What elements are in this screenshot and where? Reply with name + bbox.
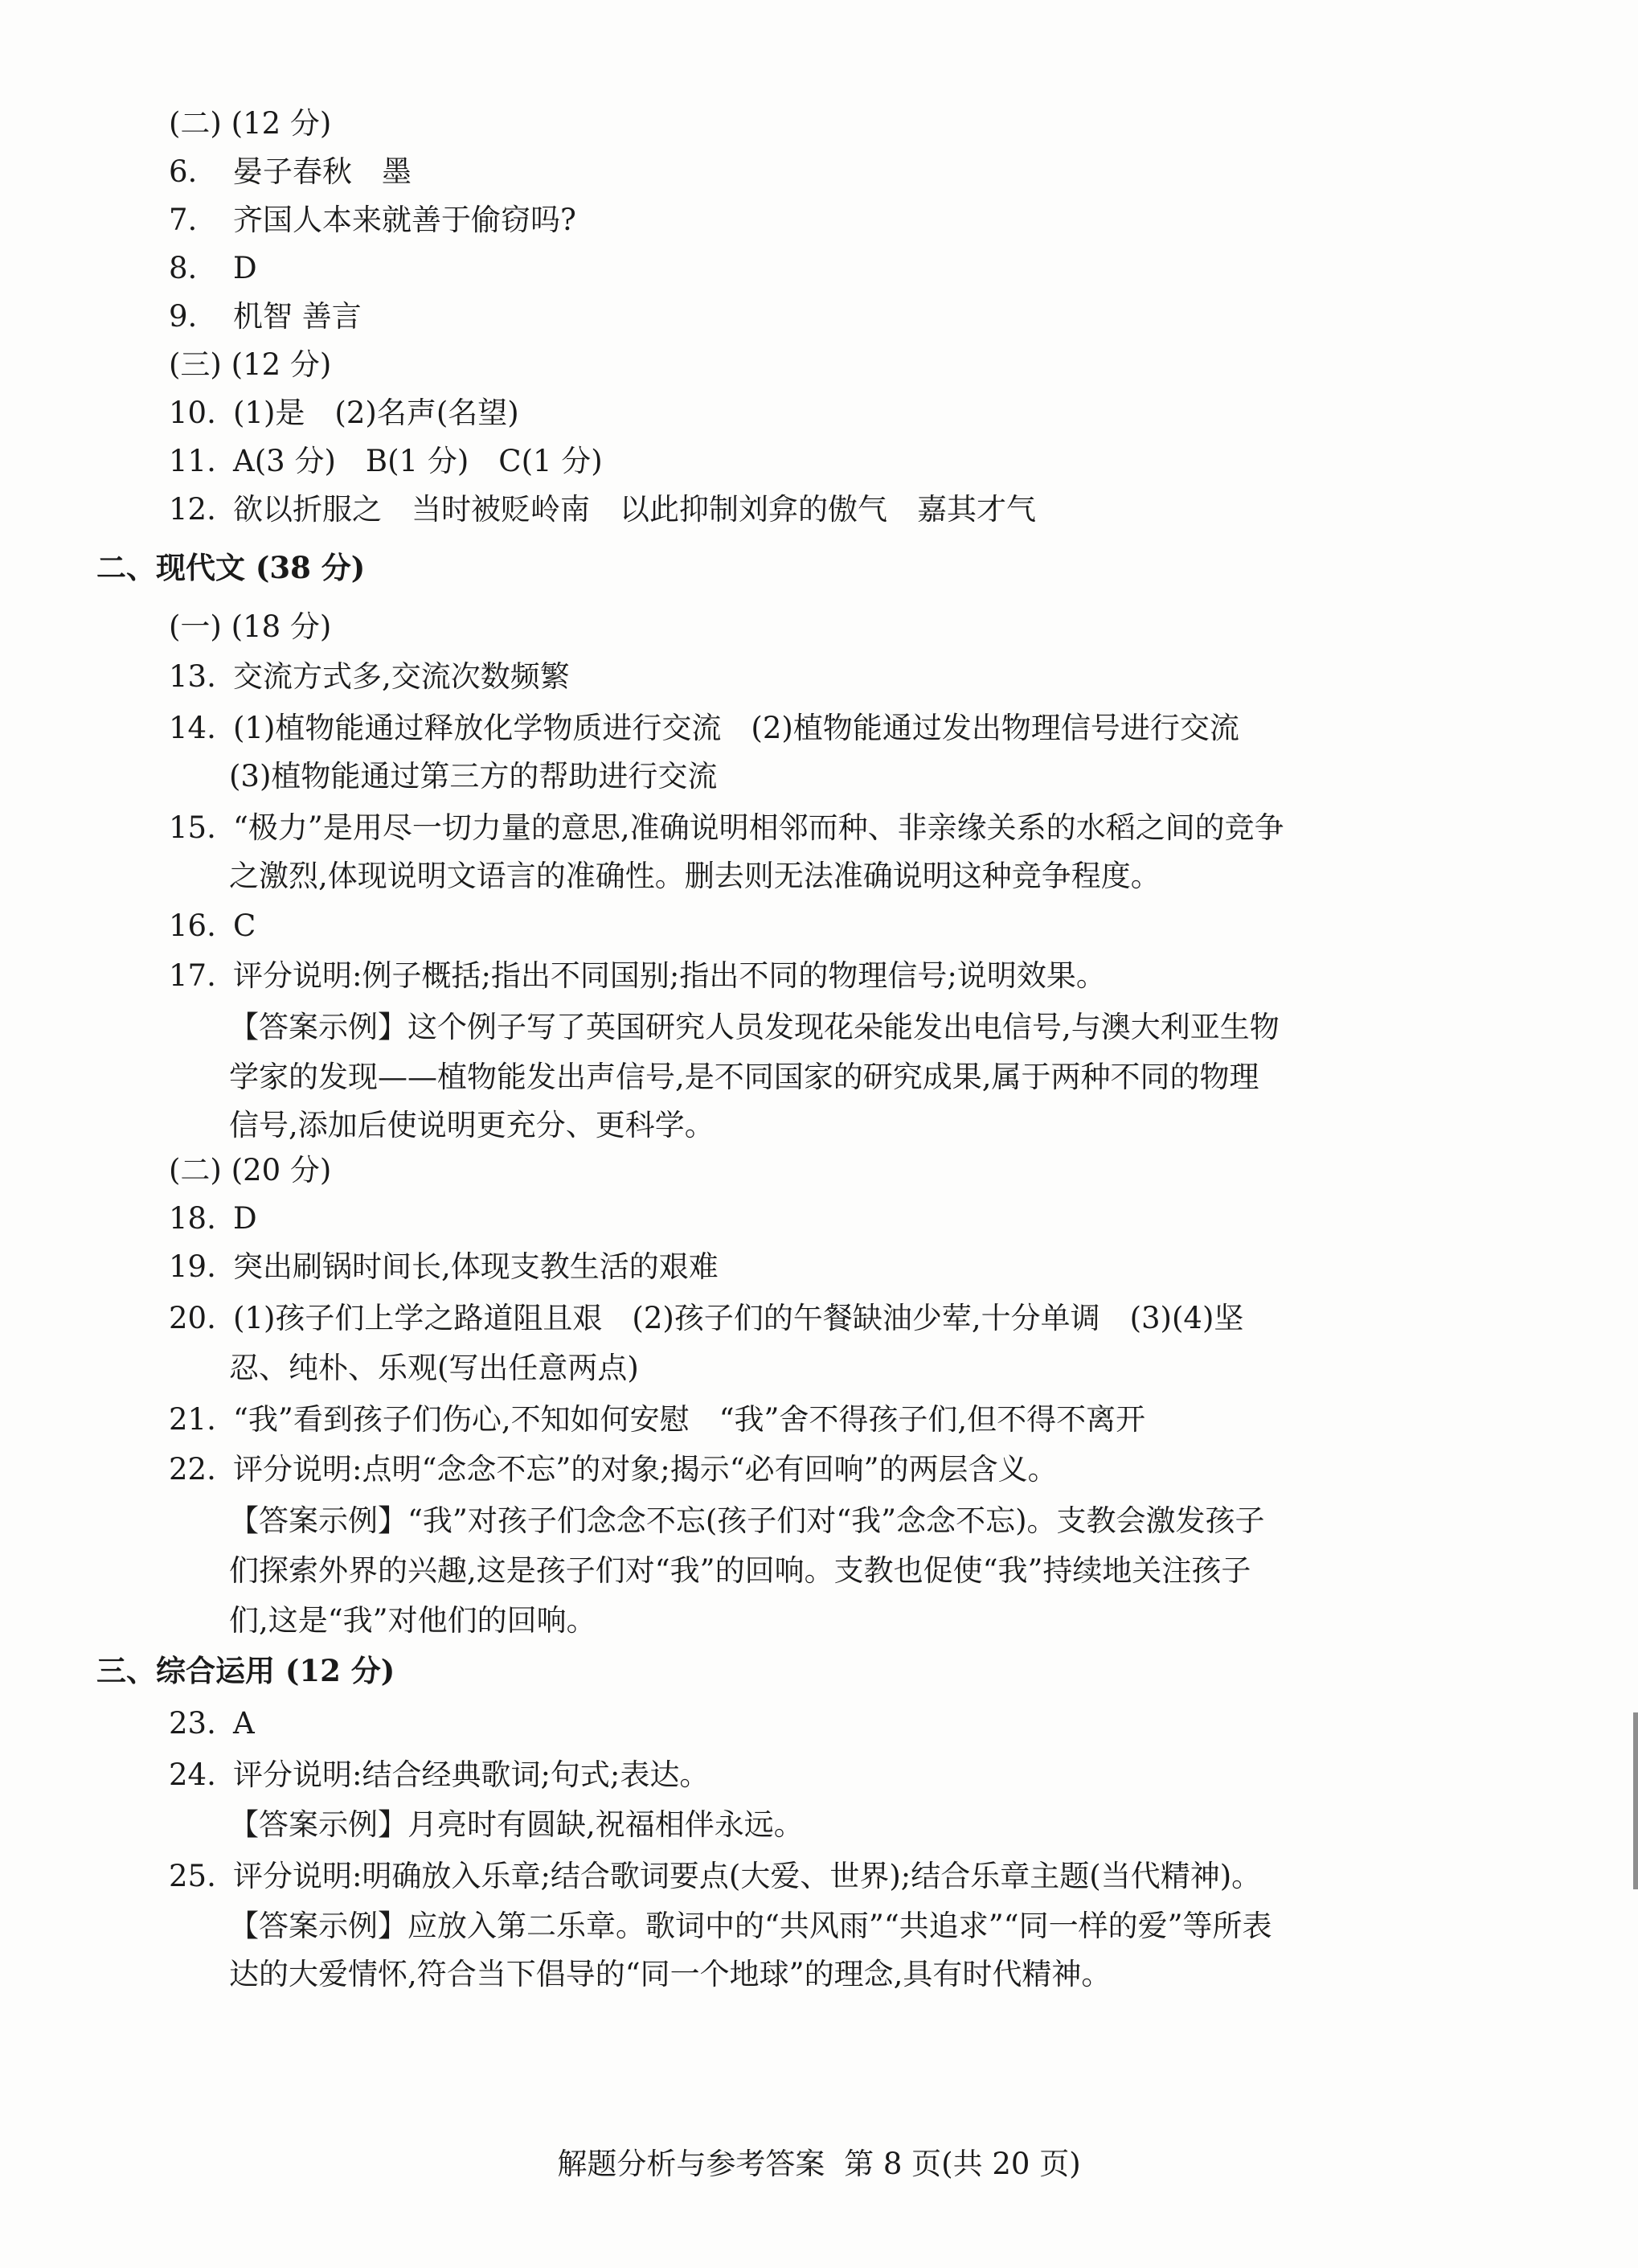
question-number: 25. <box>169 1859 216 1893</box>
question-number: 9. <box>169 299 198 334</box>
answer-line <box>169 1706 255 1741</box>
answer-line <box>169 958 1106 994</box>
question-number: 24. <box>169 1757 216 1792</box>
answer-line <box>169 203 576 238</box>
question-number: 8. <box>169 251 198 285</box>
answer-line <box>169 659 570 695</box>
footer-page-number: 第 8 页(共 20 页) <box>844 2147 1081 2181</box>
subsection-heading: (一) (18 分) <box>169 609 332 644</box>
question-number: 6. <box>169 154 198 189</box>
footer-title: 解题分析与参考答案 <box>557 2147 825 2181</box>
question-number: 16. <box>169 908 216 943</box>
answer-line <box>169 396 519 431</box>
answer-line <box>169 1301 1243 1336</box>
answer-continuation: (3)植物能通过第三方的帮助进行交流 <box>229 759 718 794</box>
answer-continuation: 达的大爱情怀,符合当下倡导的“同一个地球”的理念,具有时代精神。 <box>229 1957 1112 1991</box>
answer-text: 评分说明:明确放入乐章;结合歌词要点(大爱、世界);结合乐章主题(当代精神)。 <box>233 1859 1262 1893</box>
answer-text: A <box>233 1706 255 1741</box>
answer-line <box>169 299 362 334</box>
answer-line <box>169 1201 257 1237</box>
section-heading: 二、现代文 (38 分) <box>96 550 366 585</box>
answer-line <box>169 154 412 190</box>
answer-text: C <box>233 908 256 943</box>
question-number: 13. <box>169 659 216 694</box>
answer-text: (1)孩子们上学之路道阻且艰 (2)孩子们的午餐缺油少荤,十分单调 (3)(4)坚 <box>233 1301 1244 1335</box>
answer-text: (1)植物能通过释放化学物质进行交流 (2)植物能通过发出物理信号进行交流 <box>233 711 1239 745</box>
answer-line <box>169 1859 1261 1894</box>
answer-text: 评分说明:例子概括;指出不同国别;指出不同的物理信号;说明效果。 <box>233 958 1106 993</box>
answer-line <box>169 1757 709 1793</box>
subsection-heading: (二) (20 分) <box>169 1153 332 1187</box>
page-footer <box>0 2147 1638 2182</box>
answer-continuation: 【答案示例】这个例子写了英国研究人员发现花朵能发出电信号,与澳大利亚生物 <box>229 1010 1280 1044</box>
answer-text: A(3 分) B(1 分) C(1 分) <box>233 444 603 478</box>
scan-edge-mark <box>1633 1712 1638 1889</box>
answer-continuation: 【答案示例】月亮时有圆缺,祝福相伴永远。 <box>229 1807 804 1842</box>
answer-text: 突出刷锅时间长,体现支教生活的艰难 <box>233 1249 719 1284</box>
question-number: 14. <box>169 711 216 745</box>
answer-text: (1)是 (2)名声(名望) <box>233 396 519 430</box>
answer-text: 晏子春秋 墨 <box>233 154 412 189</box>
answer-text: 齐国人本来就善于偷窃吗? <box>233 203 576 237</box>
answer-text: “极力”是用尽一切力量的意思,准确说明相邻而种、非亲缘关系的水稻之间的竞争 <box>233 810 1284 845</box>
answer-text: 欲以折服之 当时被贬岭南 以此抑制刘弇的傲气 嘉其才气 <box>233 492 1036 527</box>
answer-continuation: 忍、纯朴、乐观(写出任意两点) <box>229 1351 639 1385</box>
question-number: 23. <box>169 1706 216 1741</box>
answer-line <box>169 908 256 944</box>
question-number: 15. <box>169 810 216 845</box>
answer-continuation: 学家的发现——植物能发出声信号,是不同国家的研究成果,属于两种不同的物理 <box>229 1060 1259 1094</box>
answer-text: D <box>233 1201 257 1236</box>
question-number: 7. <box>169 203 198 237</box>
answer-continuation: 【答案示例】应放入第二乐章。歌词中的“共风雨”“共追求”“同一样的爱”等所表 <box>229 1909 1272 1943</box>
answer-text: 评分说明:结合经典歌词;句式;表达。 <box>233 1757 710 1792</box>
question-number: 19. <box>169 1249 216 1284</box>
answer-continuation: 们探索外界的兴趣,这是孩子们对“我”的回响。支教也促使“我”持续地关注孩子 <box>229 1553 1251 1588</box>
answer-line <box>169 1249 719 1285</box>
question-number: 11. <box>169 444 216 478</box>
answer-line <box>169 1452 1058 1487</box>
answer-text: 交流方式多,交流次数频繁 <box>233 659 570 694</box>
question-number: 22. <box>169 1452 216 1487</box>
answer-line <box>169 251 257 286</box>
question-number: 17. <box>169 958 216 993</box>
question-number: 10. <box>169 396 216 430</box>
answer-continuation: 之激烈,体现说明文语言的准确性。删去则无法准确说明这种竞争程度。 <box>229 859 1161 893</box>
answer-text: 评分说明:点明“念念不忘”的对象;揭示“必有回响”的两层含义。 <box>233 1452 1058 1487</box>
answer-line <box>169 1402 1145 1437</box>
question-number: 18. <box>169 1201 216 1236</box>
answer-line <box>169 810 1284 846</box>
answer-continuation: 信号,添加后使说明更充分、更科学。 <box>229 1108 715 1142</box>
subsection-heading: (二) (12 分) <box>169 106 332 141</box>
subsection-heading: (三) (12 分) <box>169 347 332 382</box>
question-number: 20. <box>169 1301 216 1335</box>
answer-continuation: 们,这是“我”对他们的回响。 <box>229 1603 596 1638</box>
question-number: 21. <box>169 1402 216 1437</box>
answer-line <box>169 711 1239 746</box>
answer-line <box>169 492 1036 527</box>
answer-text: 机智 善言 <box>233 299 362 334</box>
section-heading: 三、综合运用 (12 分) <box>96 1653 395 1688</box>
answer-line <box>169 444 603 479</box>
question-number: 12. <box>169 492 216 527</box>
answer-continuation: 【答案示例】“我”对孩子们念念不忘(孩子们对“我”念念不忘)。支教会激发孩子 <box>229 1503 1265 1538</box>
answer-text: D <box>233 251 257 285</box>
answer-text: “我”看到孩子们伤心,不知如何安慰 “我”舍不得孩子们,但不得不离开 <box>233 1402 1146 1437</box>
